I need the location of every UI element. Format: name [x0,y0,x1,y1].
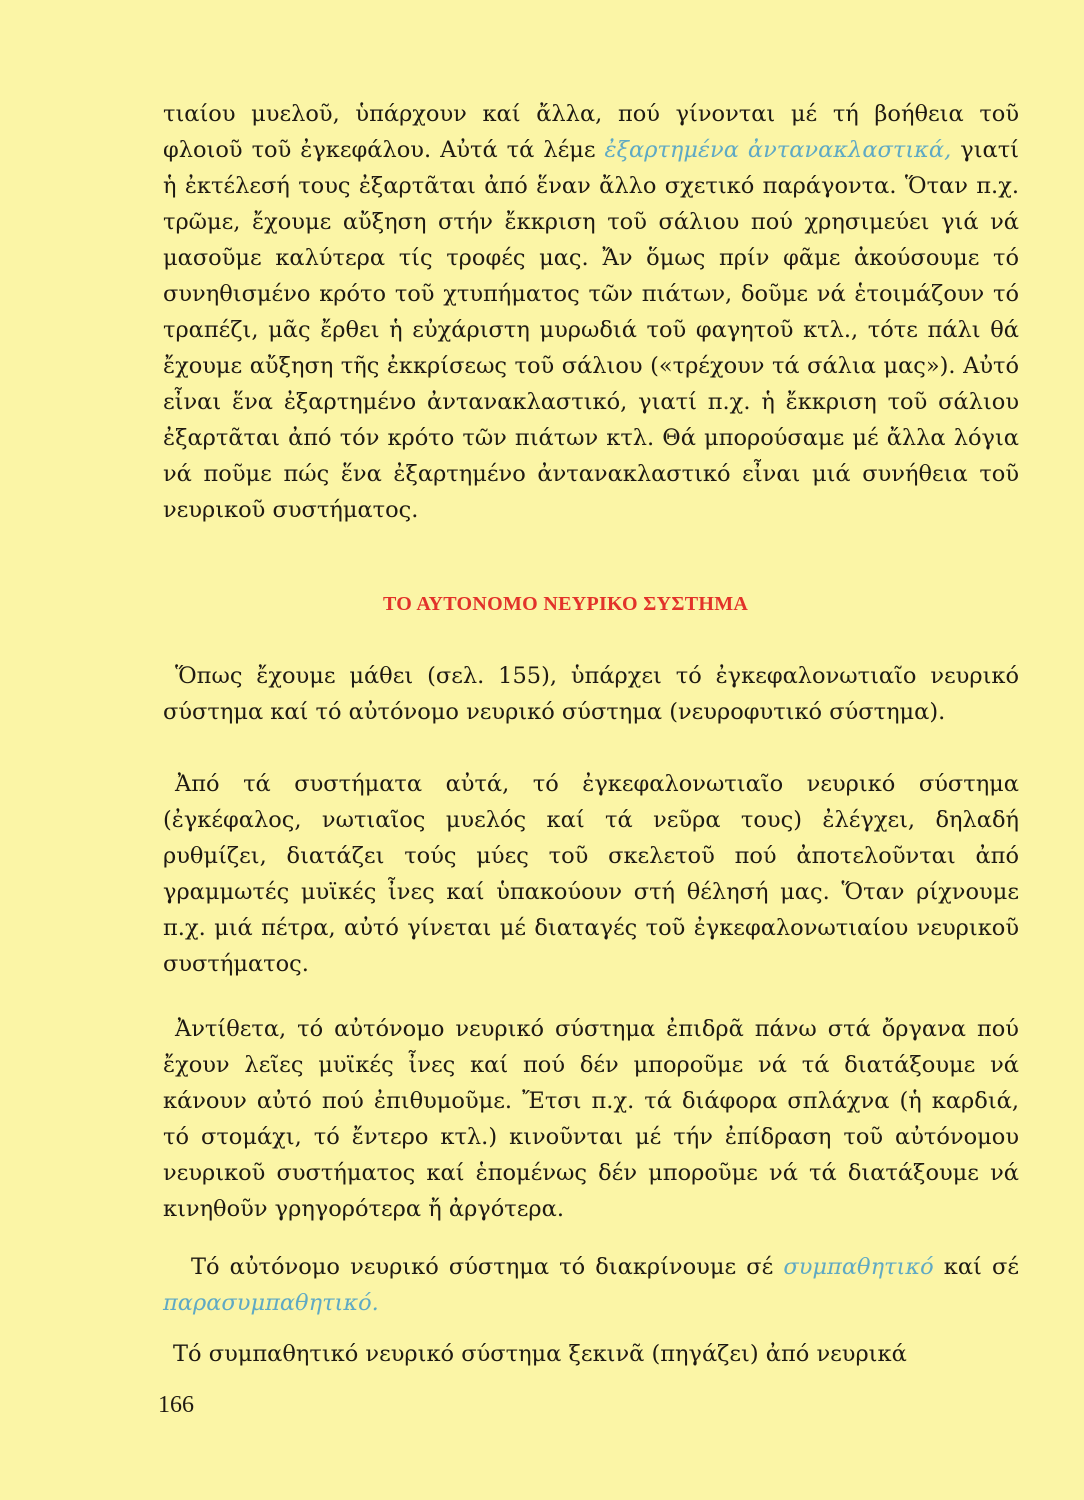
paragraph-cerebrospinal: Ἀπό τά συστήματα αὐτά, τό ἐγκεφαλονωτιαῖο νευρικό σύστημα (ἐγκέφαλος, νωτιαῖος μυελός καί τά νεῦρα τους) ἐλέγχει, δηλαδή ρυθμίζει, διατάζει τούς μύες τοῦ σκελετοῦ πού ἀποτελοῦνται ἀπό γραμμωτές μυϊκές ἶνες καί ὑπακούουν στή θέλησή μας. Ὅταν ρίχνουμε π.χ. μιά πέτρα, αὐτό γίνεται μέ διαταγές τοῦ ἐγκεφαλονωτιαίου νευρικοῦ συστήματος. [163,771,1019,977]
intro-text-rest: γιατί ἡ ἐκτέλεσή τους ἐξαρτᾶται ἀπό ἕναν ἄλλο σχετικό παράγοντα. Ὅταν π.χ. τρῶμε, ἔχουμε αὔξηση στήν ἔκκριση τοῦ σάλιου πού χρησιμεύει γιά νά μασοῦμε καλύτερα τίς τροφές μας. Ἄν ὅμως πρίν φᾶμε ἀκούσουμε τό συνηθισμένο κρότο τοῦ χτυπήματος τῶν πιάτων, δοῦμε νά ἑτοιμάζουν τό τραπέζι, μᾶς ἔρθει ἡ εὐχάριστη μυρωδιά τοῦ φαγητοῦ κτλ., τότε πάλι θά ἔχουμε αὔξηση τῆς ἐκκρίσεως τοῦ σάλιου («τρέχουν τά σάλια μας»). Αὐτό εἶναι ἕνα ἐξαρτημένο ἀντανακλαστικό, γιατί π.χ. ἡ ἔκκριση τοῦ σάλιου ἐξαρτᾶται ἀπό τόν κρότο τῶν πιάτων κτλ. Θά μπορούσαμε μέ ἄλλα λόγια νά ποῦμε πώς ἕνα ἐξαρτημένο ἀντανακλαστικό εἶναι μιά συνήθεια τοῦ νευρικοῦ συστήματος. [163,137,1019,523]
paragraph-sympathetic: Τό συμπαθητικό νευρικό σύστημα ξεκινᾶ (πηγάζει) ἀπό νευρικά [173,1341,907,1367]
division-text-start: Τό αὐτόνομο νευρικό σύστημα τό διακρίνουμε σέ [191,1254,784,1280]
section-heading: ΤΟ ΑΥΤΟΝΟΜΟ ΝΕΥΡΙΚΟ ΣΥΣΤΗΜΑ [383,593,749,615]
term-conditioned-reflexes: ἐξαρτημένα ἀντανακλαστικά, [604,137,952,163]
paragraph-autonomic: Ἀντίθετα, τό αὐτόνομο νευρικό σύστημα ἐπιδρᾶ πάνω στά ὄργανα πού ἔχουν λεῖες μυϊκές ἶνες καί πού δέν μποροῦμε νά τά διατάξουμε νά κάνουν αὐτό πού ἐπιθυμοῦμε. Ἔτσι π.χ. τά διάφορα σπλάχνα (ἡ καρδιά, τό στομάχι, τό ἔντερο κτλ.) κινοῦνται μέ τήν ἐπίδραση τοῦ αὐτόνομου νευρικοῦ συστήματος καί ἑπομένως δέν μποροῦμε νά τά διατάξουμε νά κινηθοῦν γρηγορότερα ἤ ἀργότερα. [163,1016,1019,1222]
intro-paragraph [163,96,1019,528]
term-parasympathetic: παρασυμπαθητικό. [163,1290,379,1316]
division-text-mid: καί σέ [933,1254,1019,1280]
paragraph-nervous-systems: Ὅπως ἔχουμε μάθει (σελ. 155), ὑπάρχει τό ἐγκεφαλονωτιαῖο νευρικό σύστημα καί τό αὐτόνομο νευρικό σύστημα (νευροφυτικό σύστημα). [163,663,1019,725]
term-sympathetic: συμπαθητικό [783,1254,934,1280]
page-number: 166 [158,1392,194,1418]
paragraph-division [163,1249,1019,1321]
intro-text-start: τιαίου μυελοῦ, ὑπάρχουν καί ἄλλα, πού γίνονται μέ τή βοήθεια τοῦ φλοιοῦ τοῦ ἐγκεφάλου. Αὐτά τά λέμε [163,101,1019,163]
